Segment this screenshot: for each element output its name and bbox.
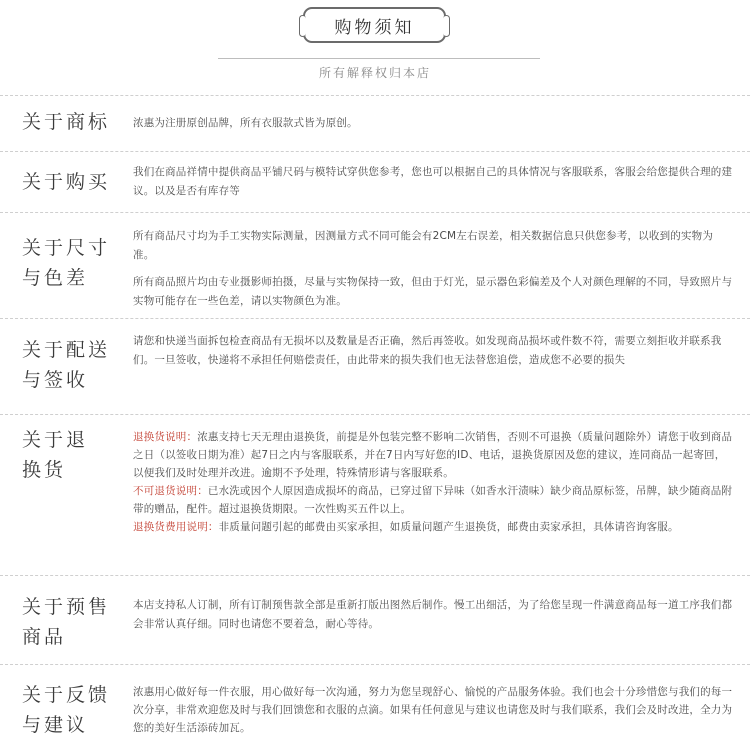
section-presale bbox=[0, 576, 750, 664]
returns-item bbox=[133, 482, 733, 518]
section-title: 关于尺寸 与色差 bbox=[22, 237, 111, 289]
section-paragraph: 所有商品照片均由专业摄影师拍摄，尽量与实物保持一致，但由于灯光，显示器色彩偏差及个人对颜色理解的不同，导致照片与实物可能存在一些色差，请以实物颜色为准。 bbox=[133, 276, 733, 307]
section-paragraph: 本店支持私人订制，所有订制预售款全部是重新打版出图然后制作。慢工出细活，为了给您呈现一件满意商品每一道工序我们都会非常认真仔细。同时也请您不要着急，耐心等待。 bbox=[133, 599, 733, 630]
section-returns bbox=[0, 415, 750, 575]
section-title: 关于购买 bbox=[22, 171, 111, 193]
section-title: 关于配送 与签收 bbox=[22, 339, 111, 391]
returns-label: 退换货费用说明： bbox=[133, 521, 219, 533]
page-subtitle: 所有解释权归本店 bbox=[318, 66, 431, 80]
returns-label: 不可退货说明： bbox=[133, 485, 208, 497]
title-frame bbox=[303, 7, 446, 43]
section-paragraph: 请您和快递当面拆包检查商品有无损坏以及数量是否正确，然后再签收。如发现商品损坏或件数不符，需要立刻拒收并联系我们。一旦签收，快递将不承担任何赔偿责任，由此带来的损失我们也无法替您追偿，造成您不必要的损失 bbox=[133, 335, 722, 366]
section-trademark bbox=[0, 96, 750, 151]
returns-text: 浓惠支持七天无理由退换货，前提是外包装完整不影响二次销售，否则不可退换（质量问题除外）请您于收到商品之日（以签收日期为准）起7日之内与客服联系，并在7日内写好您的ID、电话，退换货原因及您的建议，连同商品一起寄回，以便我们及时处理并改进。逾期不予处理，特殊情形请与客服联系。 bbox=[133, 431, 733, 479]
returns-item bbox=[133, 428, 733, 482]
returns-text: 非质量问题引起的邮费由买家承担，如质量问题产生退换货，邮费由卖家承担，具体请咨询客服。 bbox=[218, 521, 679, 533]
returns-item bbox=[133, 518, 733, 536]
section-title: 关于预售 商品 bbox=[22, 596, 111, 648]
title-rule bbox=[218, 58, 540, 59]
section-body bbox=[133, 332, 733, 370]
section-size-color bbox=[0, 213, 750, 318]
section-body bbox=[133, 683, 733, 737]
section-delivery bbox=[0, 319, 750, 414]
page-title: 购物须知 bbox=[334, 17, 415, 38]
header bbox=[0, 0, 750, 90]
returns-text: 已水洗或因个人原因造成损坏的商品，已穿过留下异味（如香水汗渍味）缺少商品原标签，吊牌，缺少随商品附带的赠品，配件。超过退换货期限。一次性购买五件以上。 bbox=[133, 485, 733, 515]
section-title: 关于商标 bbox=[22, 111, 111, 133]
section-feedback bbox=[0, 665, 750, 745]
section-body bbox=[133, 227, 733, 311]
section-paragraph: 所有商品尺寸均为手工实物实际测量，因测量方式不同可能会有2CM左右误差，相关数据信息只供您参考，以收到的实物为准。 bbox=[133, 230, 714, 261]
section-purchase bbox=[0, 152, 750, 212]
returns-label: 退换货说明： bbox=[133, 431, 198, 443]
section-body bbox=[133, 114, 733, 133]
section-paragraph: 浓惠为注册原创品牌，所有衣服款式皆为原创。 bbox=[133, 117, 358, 129]
section-body bbox=[133, 428, 733, 536]
section-title: 关于退 换货 bbox=[22, 429, 89, 481]
section-body bbox=[133, 596, 733, 634]
section-title: 关于反馈 与建议 bbox=[22, 684, 111, 736]
section-paragraph: 浓惠用心做好每一件衣服，用心做好每一次沟通，努力为您呈现舒心、愉悦的产品服务体验。我们也会十分珍惜您与我们的每一次分享，非常欢迎您及时与我们回馈您和衣服的点滴。如果有任何意见与建议也请您及时与我们联系，我们会及时改进，全力为您的美好生活添砖加瓦。 bbox=[133, 686, 733, 734]
section-body bbox=[133, 163, 733, 201]
section-paragraph: 我们在商品祥情中提供商品平铺尺码与模特试穿供您参考，您也可以根据自己的具体情况与客服联系，客服会给您提供合理的建议。以及是否有库存等 bbox=[133, 166, 733, 197]
